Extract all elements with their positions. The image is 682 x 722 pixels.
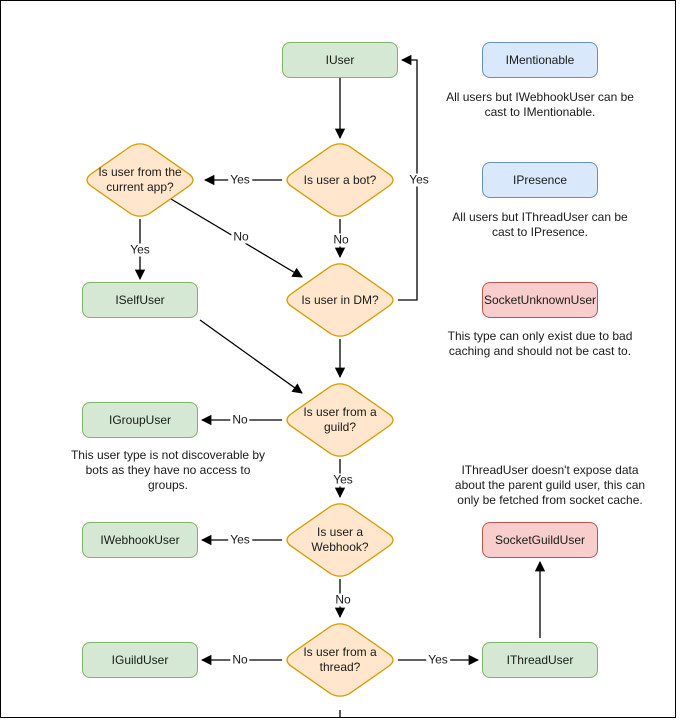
note-line: about the parent guild user, this can (454, 478, 646, 492)
edge-label-no: No (232, 412, 248, 427)
node-label: SocketUnknownUser (483, 293, 597, 307)
node-igroupuser (82, 402, 198, 438)
decision-line: Is user from a (303, 645, 377, 659)
edge-iselfuser-to-guild (200, 320, 302, 393)
edge-label-no: No (333, 232, 349, 247)
note-line: IThreadUser doesn't expose data (461, 463, 639, 477)
node-socketguilduser (482, 522, 598, 558)
note-line: groups. (147, 478, 189, 492)
edge-label-yes: Yes (428, 652, 448, 667)
node-label: ISelfUser (115, 293, 165, 307)
node-ipresence (482, 162, 598, 198)
node-iselfuser (82, 282, 198, 318)
node-label: IPresence (512, 173, 568, 187)
decision-line: guild? (323, 420, 357, 434)
decision-line: Webhook? (311, 540, 369, 554)
decision-is-user-from-guild (287, 384, 393, 456)
edge-label-yes: Yes (409, 172, 429, 187)
note-line: cast to IMentionable. (484, 105, 596, 119)
note-line: cast to IPresence. (491, 225, 589, 239)
node-label: IUser (325, 53, 355, 67)
note-line: All users but IWebhookUser can be (446, 90, 634, 104)
decision-is-user-a-bot (287, 144, 393, 216)
decision-is-user-from-thread (287, 624, 393, 696)
note-ipresence (430, 210, 650, 240)
node-iguilduser (82, 642, 198, 678)
node-label: IWebhookUser (100, 533, 180, 547)
node-label: IGuildUser (111, 653, 169, 667)
edge-label-yes: Yes (333, 472, 353, 487)
decision-line: Is user in DM? (301, 292, 379, 307)
decision-is-user-a-webhook (287, 504, 393, 576)
node-label: IMentionable (505, 53, 575, 67)
decision-is-user-in-dm (287, 264, 393, 336)
note-line: caching and should not be cast to. (448, 344, 632, 358)
node-label: IGroupUser (108, 413, 172, 427)
node-ithreaduser (482, 642, 598, 678)
note-line: only be fetched from socket cache. (457, 493, 643, 507)
decision-line: Is user from the (98, 165, 182, 179)
edge-label-no: No (335, 592, 351, 607)
note-imentionable (430, 90, 650, 120)
edge-label-yes: Yes (230, 172, 250, 187)
decision-line: Is user a (316, 525, 364, 539)
edge-label-yes: Yes (130, 242, 150, 257)
decision-line: current app? (106, 180, 174, 194)
decision-line: Is user from a (303, 405, 377, 419)
decision-line: Is user a bot? (303, 172, 377, 187)
note-line: All users but IThreadUser can be (452, 210, 628, 224)
node-iwebhookuser (82, 522, 198, 558)
note-line: This user type is not discoverable by (70, 448, 266, 462)
note-ithreaduser (435, 463, 665, 508)
node-socketunknownuser (482, 282, 598, 318)
node-iuser (282, 42, 398, 78)
node-imentionable (482, 42, 598, 78)
note-line: This type can only exist due to bad (447, 329, 633, 343)
note-socketunknownuser (430, 329, 650, 359)
edge-label-no: No (232, 652, 248, 667)
decision-is-user-from-current-app (87, 144, 193, 216)
note-igroupuser (43, 448, 293, 493)
decision-line: thread? (319, 660, 361, 674)
node-label: IThreadUser (506, 653, 574, 667)
edge-label-yes: Yes (230, 532, 250, 547)
node-label: SocketGuildUser (494, 533, 586, 547)
note-line: bots as they have no access to (85, 463, 251, 477)
edge-label-no: No (233, 229, 249, 244)
